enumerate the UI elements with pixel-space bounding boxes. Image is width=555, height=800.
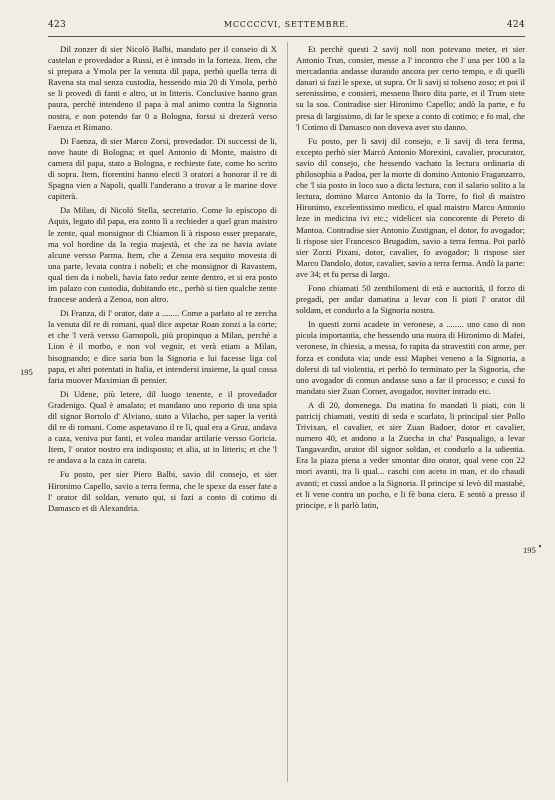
page-number-left: 423 (48, 20, 67, 30)
margin-mark-icon: • (538, 543, 543, 551)
running-title: MCCCCCVI, SETTEMBRE. (223, 20, 350, 29)
running-head (48, 20, 525, 34)
paragraph: Fu posto, per sier Piero Balbi, savio dil consejo, et sier Hironimo Capello, savio a terra ferma, che le spexe da esser fate a l' orator dil soldan, venuto qui, si fazi a conto di cotimo di Damasco et di Alexandria. (48, 469, 277, 513)
paragraph: Fono chiamati 50 zenthilomeni di età e auctorità, il forzo di pregadi, per andar damatina a levar con li piati l' orator dil soldam, et condurlo a la Signoria nostra. (296, 282, 525, 316)
margin-number-right: 195 (523, 545, 536, 555)
paragraph: Di Franza, di l' orator, date a ........ Come a parlato al re zercha la venuta dil re di romani, qual dice aspetar Roan zonzi a la corte; et che 'l verà versso Garnopoli, più propinquo a Milan, perchè a Lion è il morbo, e non vol vegnir, et verà etiam a Milan, bisognando; e dice saria bon la Signoria e lui facesse liga col papa, et altri potentati in Italia, et intendersi insieme, la qual cossa faria muover Maximian di pensier. (48, 308, 277, 385)
column-gutter (287, 42, 288, 782)
paragraph: Da Milan, di Nicolò Stella, secretario. Come lo episcopo di Aquis, legato dil papa, era zonto lì a rechieder a quel gran maistro le zente, qual monsignor di Chiamon lì à risposo esser preparate, ma vol hordine da la regia majestà, et che za ne havia aviate alcune versso Parma. Item, che a Zenoa era sequito movesta di una parte, levata contra i nobeli; et che monsignor di Ravastem, qual tien da i nobeli, havia fato redur zente dentro, et si era posto im palazo con custodia, dubitando etc., perhò si tien qualche zente francese anderà a Zenoa, non altro. (48, 205, 277, 305)
paragraph: In questi zorni acadete in veronese, a ........ uno caso di non picola importantia, che hessendo una nuora di Hironimo di Mafei, veronese, in chiesia, a messa, fo rapita da stravestiti con arme, per forza et conduta via; unde essi Maphei veneno a la Signoria, a dolersi di tal violentia, et perhò fo terminato per la Signoria, che uno avogador di comun andasse suso a far il processo; e cussì fo mandato sier Zuan Corner, avogador, noviter intrado etc. (296, 319, 525, 396)
paragraph: Di Udene, più letere, dil luogo tenente, e il provedador Gradenigo. Qual è amalato; et mandano uno reporto di una spia dil signor Bortolo d' Alviano, stato a Vilacho, per saper la verità dil re di romani. Come aspetavano il re lì, qual era a Gruz, andava a caza, veniva pur fanti, et volea mandar artilarie versso Goricia. Item, l' orator nostro era indisposto; et alia, ut in litteris; et che 'l re andava a la caza in careta. (48, 388, 277, 466)
paragraph: Di Faenza, di sier Marco Zorsi, provedador. Di successi de li, nove haute di Bologna; et quel Antonio di Monte, maistro di camera dil papa, stato a Bologna, e rechieste fate, come ho scrito di sopra. Item, fiorentini hanno electi 3 oratori a honorar il re di Spagna vien a Napoli, qualli l'anderano a trovar a le marine dove capiterà. (48, 135, 277, 202)
paragraph: Fu posto, per li savij dil consejo, e li savij di tera ferma, excepto perhò sier Marcò Antonio Morexini, cavalier, procurator, savio dil consejo, che hessendo vachato la lectura ordinaria di philosophia a Padoa, per la morte di domino Antonio Fraganzarro, che 'l sia posto in loco suo a dicta lectura, con il salario solito a la lectura, domino Marco Antonio da la Torre, fo fiol di maistro Hironimo, excelentissimo medico, el qual maistro Marco Antonio leze in medicina ivi etc.; videlicet sia concorente di Pereto di Mantoa. Contradise sier Antonio Zustignan, el dotor, fo avogador; li rispose sier Francesco Brugadim, savio a terra ferma. Poi parlò sier Zorzi Pixani, dotor, cavalier, fo avogador; li rispose sier Marco Dandolo, dotor, cavalier, savio a terra ferma. Andò la parte: ave 34; et fu persa di largo. (296, 135, 525, 279)
header-rule (48, 36, 525, 37)
page-number-right: 424 (506, 20, 525, 30)
left-column (48, 44, 277, 514)
right-column (296, 44, 525, 511)
paragraph: A dì 20, domenega. Da matina fo mandati li piati, con li patricij chiamati, vestiti di seda e scarlato, li principal sier Pollo Trivixan, el cavalier, et sier Zuan Badoer, dotor et cavalier, numero 40, et andono a la Zuecha in cha' Pasqualigo, a levar Tangavardin, orator dil signor soldan, et condurlo a la udientia. Era la piaza piena a veder smontar dito orator, qual vene con 22 mori avanti, tra li qual... caschi con aceto in man, et do chaudi avanti; et cussì andoe a la Signoria. Il principe si levò dil mastabè, et li vene contra un pocho, e li fè bona ciera. E sentò a presso il principe, e li parlò latin, (296, 399, 525, 510)
paragraph: Et perchè questi 2 savij noll non potevano meter, et sier Antonio Trun, consier, messe a l' incontro che l' una per 100 a la mercadantia andasse durando ancora per certo tempo, e di quelli danari si fazi le spexe, ut supra. Or li savij si tolseno zoso; et poi il serenissimo, e consieri, messeno lhoro dita parte, et il Trum stete su la soa. Contradise sier Hironimo Capello; andò la parte, e fu presa di largissimo, di far le spexe a conto di cotimo; e fo mal, che 'l Cotimo di Damasco non doveva aver sto danno. (296, 44, 525, 132)
margin-number-left: 195 (20, 367, 33, 377)
paragraph: Dil zonzer di sier Nicolò Balbi, mandato per il conseio di X castelan e provedador a Russi, et è intrado in la forteza. Item, che si prepara a Ymola per la venuta dil papa, perhò quella terra di Ravena sta mal senza custodia, hessendo mia 20 di Ymola, perhò se li provedi di fanti e altro, ut in litteris. Conclusive hanno gran paura, perchè intendeno il papa à mal animo contra la Signoria nostra, e non potendo far 0 a Bologna, forssi si drezerà verso Faenza et Rimano. (48, 44, 277, 132)
